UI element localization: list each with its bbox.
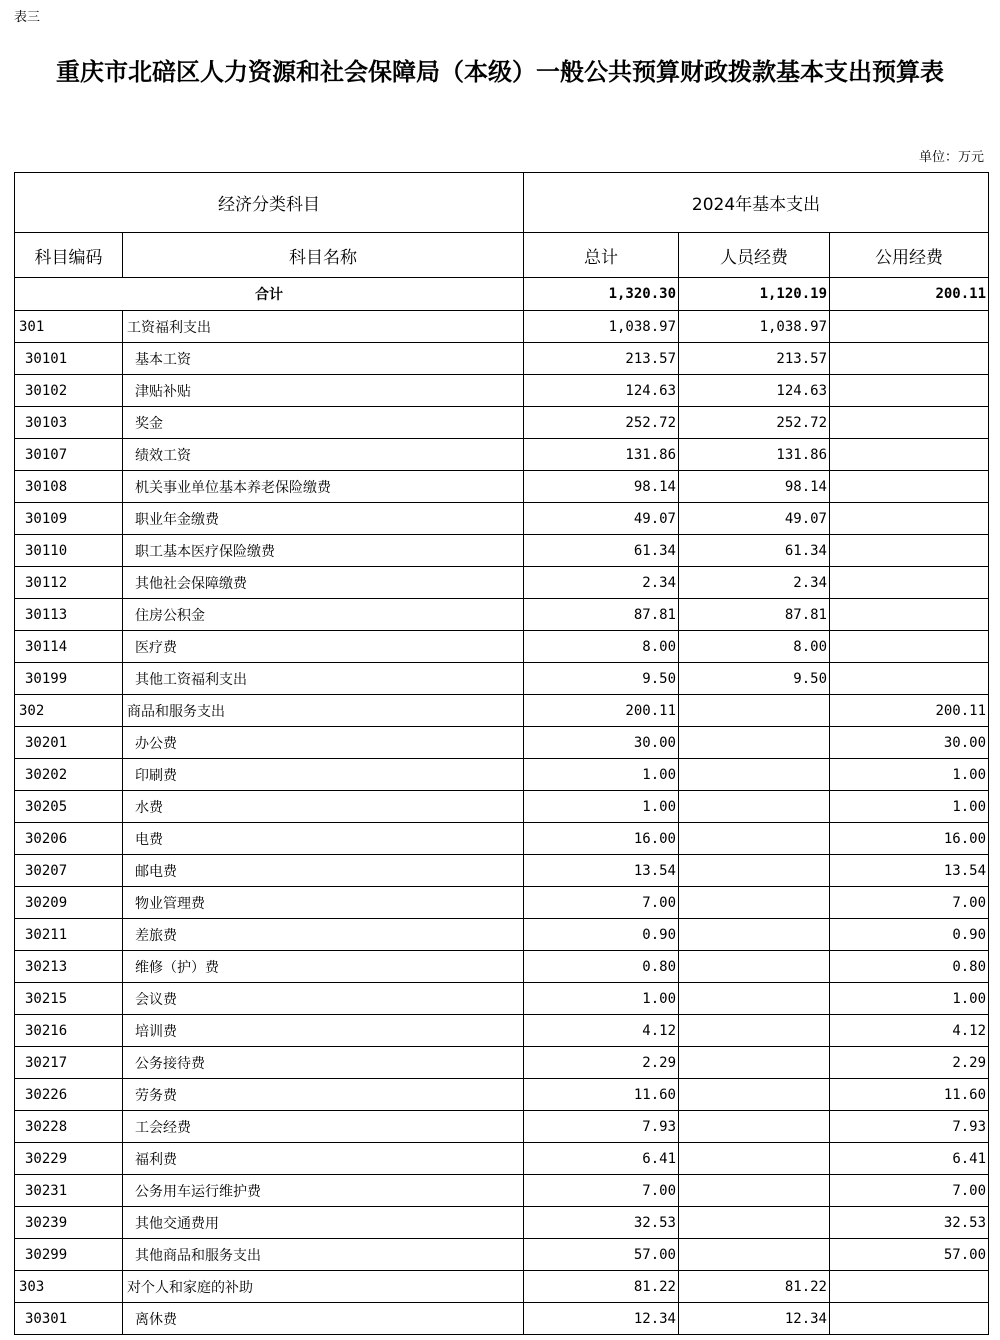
row-personnel: 12.34	[679, 1303, 830, 1335]
row-public: 11.60	[830, 1079, 989, 1111]
row-personnel	[679, 1111, 830, 1143]
table-row	[15, 343, 989, 375]
table-row	[15, 407, 989, 439]
row-name: 福利费	[123, 1143, 524, 1175]
row-code: 30229	[15, 1143, 123, 1175]
table-row	[15, 727, 989, 759]
table-row	[15, 983, 989, 1015]
table-row	[15, 1143, 989, 1175]
row-total: 11.60	[524, 1079, 679, 1111]
row-name: 职业年金缴费	[123, 503, 524, 535]
table-row	[15, 471, 989, 503]
row-public	[830, 343, 989, 375]
row-total: 1.00	[524, 983, 679, 1015]
row-name: 医疗费	[123, 631, 524, 663]
row-code: 30216	[15, 1015, 123, 1047]
table-row	[15, 1015, 989, 1047]
row-name: 差旅费	[123, 919, 524, 951]
row-public: 57.00	[830, 1239, 989, 1271]
row-code: 30209	[15, 887, 123, 919]
row-personnel	[679, 791, 830, 823]
row-total: 7.93	[524, 1111, 679, 1143]
row-code: 30108	[15, 471, 123, 503]
row-public: 4.12	[830, 1015, 989, 1047]
row-public	[830, 503, 989, 535]
row-name: 公务用车运行维护费	[123, 1175, 524, 1207]
header-code: 科目编码	[15, 233, 123, 278]
row-name: 基本工资	[123, 343, 524, 375]
row-total: 16.00	[524, 823, 679, 855]
table-row	[15, 887, 989, 919]
row-personnel: 124.63	[679, 375, 830, 407]
row-personnel	[679, 1175, 830, 1207]
row-public: 13.54	[830, 855, 989, 887]
row-code: 301	[15, 311, 123, 343]
row-total: 9.50	[524, 663, 679, 695]
row-name: 印刷费	[123, 759, 524, 791]
row-public	[830, 471, 989, 503]
row-public	[830, 567, 989, 599]
row-code: 30107	[15, 439, 123, 471]
totals-total: 1,320.30	[524, 278, 679, 311]
row-public: 30.00	[830, 727, 989, 759]
table-row	[15, 1047, 989, 1079]
row-code: 30206	[15, 823, 123, 855]
row-personnel	[679, 1015, 830, 1047]
row-total: 200.11	[524, 695, 679, 727]
row-public	[830, 599, 989, 631]
row-name: 其他交通费用	[123, 1207, 524, 1239]
page-title: 重庆市北碚区人力资源和社会保障局（本级）一般公共预算财政拨款基本支出预算表	[56, 57, 944, 86]
row-code: 302	[15, 695, 123, 727]
row-personnel	[679, 1239, 830, 1271]
row-total: 32.53	[524, 1207, 679, 1239]
row-code: 30112	[15, 567, 123, 599]
row-name: 机关事业单位基本养老保险缴费	[123, 471, 524, 503]
row-code: 30114	[15, 631, 123, 663]
row-personnel	[679, 951, 830, 983]
row-name: 培训费	[123, 1015, 524, 1047]
row-personnel: 81.22	[679, 1271, 830, 1303]
row-name: 工资福利支出	[123, 311, 524, 343]
row-public	[830, 631, 989, 663]
row-public	[830, 439, 989, 471]
header-public: 公用经费	[830, 233, 989, 278]
row-code: 30199	[15, 663, 123, 695]
table-row	[15, 1239, 989, 1271]
table-row	[15, 855, 989, 887]
row-code: 30109	[15, 503, 123, 535]
table-row	[15, 919, 989, 951]
row-total: 57.00	[524, 1239, 679, 1271]
row-name: 商品和服务支出	[123, 695, 524, 727]
row-name: 维修（护）费	[123, 951, 524, 983]
totals-row	[15, 278, 989, 311]
header-total: 总计	[524, 233, 679, 278]
row-total: 0.90	[524, 919, 679, 951]
row-personnel	[679, 695, 830, 727]
row-public	[830, 375, 989, 407]
row-name: 职工基本医疗保险缴费	[123, 535, 524, 567]
row-code: 30110	[15, 535, 123, 567]
table-row	[15, 1111, 989, 1143]
table-row	[15, 631, 989, 663]
row-personnel: 131.86	[679, 439, 830, 471]
table-row	[15, 951, 989, 983]
row-personnel	[679, 887, 830, 919]
row-personnel: 2.34	[679, 567, 830, 599]
table-row	[15, 791, 989, 823]
row-personnel	[679, 855, 830, 887]
totals-label: 合计	[15, 278, 524, 311]
table-row	[15, 1207, 989, 1239]
table-row	[15, 439, 989, 471]
row-total: 1,038.97	[524, 311, 679, 343]
totals-public: 200.11	[830, 278, 989, 311]
row-name: 其他商品和服务支出	[123, 1239, 524, 1271]
row-public	[830, 311, 989, 343]
row-code: 30202	[15, 759, 123, 791]
row-total: 61.34	[524, 535, 679, 567]
table-row	[15, 503, 989, 535]
row-personnel	[679, 727, 830, 759]
row-total: 98.14	[524, 471, 679, 503]
table-row	[15, 663, 989, 695]
row-code: 30211	[15, 919, 123, 951]
row-personnel: 9.50	[679, 663, 830, 695]
row-total: 7.00	[524, 1175, 679, 1207]
row-code: 30301	[15, 1303, 123, 1335]
row-personnel: 61.34	[679, 535, 830, 567]
row-public	[830, 1271, 989, 1303]
row-code: 30103	[15, 407, 123, 439]
row-code: 303	[15, 1271, 123, 1303]
table-row	[15, 1303, 989, 1335]
row-public: 1.00	[830, 791, 989, 823]
row-public	[830, 407, 989, 439]
row-total: 0.80	[524, 951, 679, 983]
row-name: 津贴补贴	[123, 375, 524, 407]
row-total: 8.00	[524, 631, 679, 663]
row-public: 0.90	[830, 919, 989, 951]
header-name: 科目名称	[123, 233, 524, 278]
header-econ-category: 经济分类科目	[15, 173, 524, 233]
row-code: 30213	[15, 951, 123, 983]
row-total: 7.00	[524, 887, 679, 919]
row-personnel	[679, 1047, 830, 1079]
row-code: 30299	[15, 1239, 123, 1271]
row-name: 公务接待费	[123, 1047, 524, 1079]
row-public: 7.00	[830, 887, 989, 919]
row-name: 其他社会保障缴费	[123, 567, 524, 599]
row-name: 工会经费	[123, 1111, 524, 1143]
row-name: 物业管理费	[123, 887, 524, 919]
row-personnel	[679, 823, 830, 855]
row-total: 4.12	[524, 1015, 679, 1047]
row-public: 1.00	[830, 983, 989, 1015]
row-name: 会议费	[123, 983, 524, 1015]
table-row	[15, 823, 989, 855]
row-name: 对个人和家庭的补助	[123, 1271, 524, 1303]
table-row	[15, 599, 989, 631]
row-total: 213.57	[524, 343, 679, 375]
row-total: 2.29	[524, 1047, 679, 1079]
row-code: 30207	[15, 855, 123, 887]
row-personnel: 49.07	[679, 503, 830, 535]
row-total: 30.00	[524, 727, 679, 759]
row-code: 30231	[15, 1175, 123, 1207]
table-row	[15, 1271, 989, 1303]
row-personnel	[679, 1079, 830, 1111]
row-name: 邮电费	[123, 855, 524, 887]
row-personnel: 98.14	[679, 471, 830, 503]
row-public	[830, 535, 989, 567]
row-public: 16.00	[830, 823, 989, 855]
row-total: 49.07	[524, 503, 679, 535]
row-public: 1.00	[830, 759, 989, 791]
row-personnel	[679, 759, 830, 791]
row-code: 30217	[15, 1047, 123, 1079]
row-name: 绩效工资	[123, 439, 524, 471]
row-name: 离休费	[123, 1303, 524, 1335]
row-public: 2.29	[830, 1047, 989, 1079]
row-total: 12.34	[524, 1303, 679, 1335]
row-code: 30102	[15, 375, 123, 407]
row-total: 13.54	[524, 855, 679, 887]
row-public: 7.00	[830, 1175, 989, 1207]
unit-label: 单位：万元	[918, 150, 984, 165]
row-public: 0.80	[830, 951, 989, 983]
row-name: 奖金	[123, 407, 524, 439]
row-name: 住房公积金	[123, 599, 524, 631]
row-total: 124.63	[524, 375, 679, 407]
table-row	[15, 567, 989, 599]
row-public: 200.11	[830, 695, 989, 727]
row-total: 252.72	[524, 407, 679, 439]
row-personnel: 1,038.97	[679, 311, 830, 343]
row-code: 30113	[15, 599, 123, 631]
row-public	[830, 1303, 989, 1335]
table-row	[15, 759, 989, 791]
row-name: 办公费	[123, 727, 524, 759]
row-personnel	[679, 1143, 830, 1175]
row-total: 1.00	[524, 791, 679, 823]
row-total: 1.00	[524, 759, 679, 791]
row-personnel	[679, 919, 830, 951]
row-code: 30239	[15, 1207, 123, 1239]
row-code: 30228	[15, 1111, 123, 1143]
row-name: 其他工资福利支出	[123, 663, 524, 695]
row-personnel: 8.00	[679, 631, 830, 663]
table-row	[15, 695, 989, 727]
row-public	[830, 663, 989, 695]
row-name: 水费	[123, 791, 524, 823]
totals-personnel: 1,120.19	[679, 278, 830, 311]
row-total: 131.86	[524, 439, 679, 471]
row-public: 6.41	[830, 1143, 989, 1175]
row-personnel: 213.57	[679, 343, 830, 375]
row-personnel	[679, 1207, 830, 1239]
row-name: 劳务费	[123, 1079, 524, 1111]
row-code: 30226	[15, 1079, 123, 1111]
row-personnel: 252.72	[679, 407, 830, 439]
row-total: 87.81	[524, 599, 679, 631]
budget-table	[14, 172, 989, 1335]
row-total: 2.34	[524, 567, 679, 599]
row-code: 30215	[15, 983, 123, 1015]
header-personnel: 人员经费	[679, 233, 830, 278]
table-row	[15, 375, 989, 407]
table-row	[15, 535, 989, 567]
row-personnel	[679, 983, 830, 1015]
row-total: 6.41	[524, 1143, 679, 1175]
header-year-basic: 2024年基本支出	[524, 173, 989, 233]
row-public: 7.93	[830, 1111, 989, 1143]
table-row	[15, 1079, 989, 1111]
table-row	[15, 1175, 989, 1207]
table-label: 表三	[14, 10, 41, 25]
row-code: 30201	[15, 727, 123, 759]
row-code: 30101	[15, 343, 123, 375]
row-total: 81.22	[524, 1271, 679, 1303]
table-row	[15, 311, 989, 343]
row-name: 电费	[123, 823, 524, 855]
row-code: 30205	[15, 791, 123, 823]
row-personnel: 87.81	[679, 599, 830, 631]
row-public: 32.53	[830, 1207, 989, 1239]
